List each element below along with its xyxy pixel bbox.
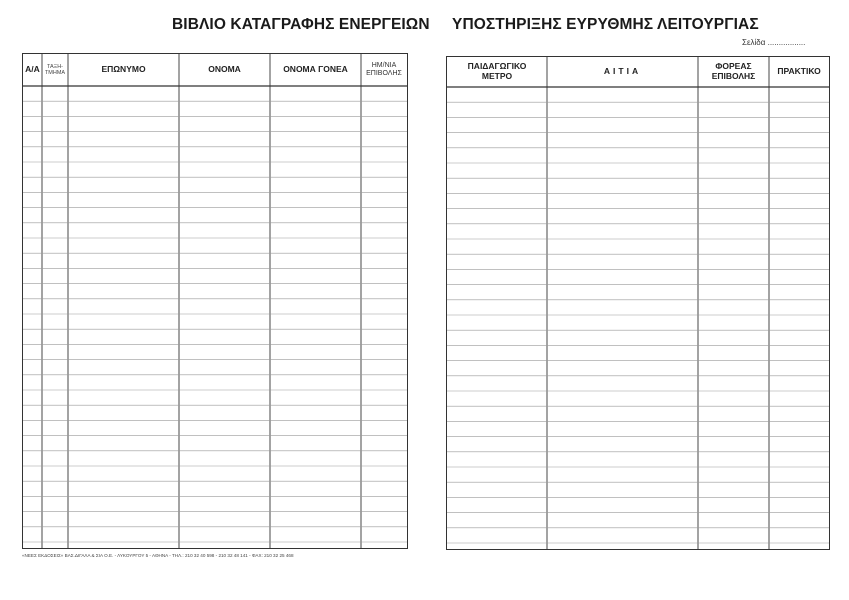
book-title-right: ΥΠΟΣΤΗΡΙΞΗΣ ΕΥΡΥΘΜΗΣ ΛΕΙΤΟΥΡΓΙΑΣ <box>452 16 759 33</box>
header-name: ΟΝΟΜΑ <box>208 64 241 75</box>
page-number-label: Σελίδα ................. <box>742 38 806 47</box>
right-register-table <box>446 56 830 550</box>
header-measure-line1: ΠΑΙΔΑΓΩΓΙΚΟ <box>467 61 527 72</box>
header-measure-line2: ΜΕΤΡΟ <box>481 71 513 81</box>
header-date-line2: ΕΠΙΒΟΛΗΣ <box>366 70 402 77</box>
book-title-left: ΒΙΒΛΙΟ ΚΑΤΑΓΡΑΦΗΣ ΕΝΕΡΓΕΙΩΝ <box>172 16 430 33</box>
left-table-grid <box>23 54 407 548</box>
header-aa: Α/Α <box>25 64 40 75</box>
header-parent-name: ΟΝΟΜΑ ΓΟΝΕΑ <box>283 64 348 75</box>
header-class: ΤΑΞΗ-ΤΜΗΜΑ <box>44 63 66 76</box>
header-record: ΠΡΑΚΤΙΚΟ <box>777 66 821 77</box>
header-surname: ΕΠΩΝΥΜΟ <box>101 64 146 75</box>
publisher-footer: «ΝΕΕΣ ΕΚΔΟΣΕΙΣ» ΒΑΣ.ΔΙΓΑΛΑ & ΣΙΑ Ο.Ε. - ΛΥΚΟΥΡΓΟΥ 5 - ΑΘΗΝΑ - ΤΗΛ.: 210 32 40 598 - 210 32 48 141 - ΦΑΧ: 210 32 25 468 <box>22 553 294 558</box>
left-register-table <box>22 53 408 549</box>
header-body-line2: ΕΠΙΒΟΛΗΣ <box>711 71 756 81</box>
header-date-line1: ΗΜ/ΝΙΑ <box>371 61 397 69</box>
header-imposing-body <box>698 57 769 87</box>
header-date-imposed <box>361 54 407 86</box>
header-body-line1: ΦΟΡΕΑΣ <box>715 61 752 72</box>
right-table-grid <box>447 57 829 549</box>
header-pedagogical-measure <box>447 57 547 87</box>
header-reason: ΑΙΤΙΑ <box>603 66 642 77</box>
